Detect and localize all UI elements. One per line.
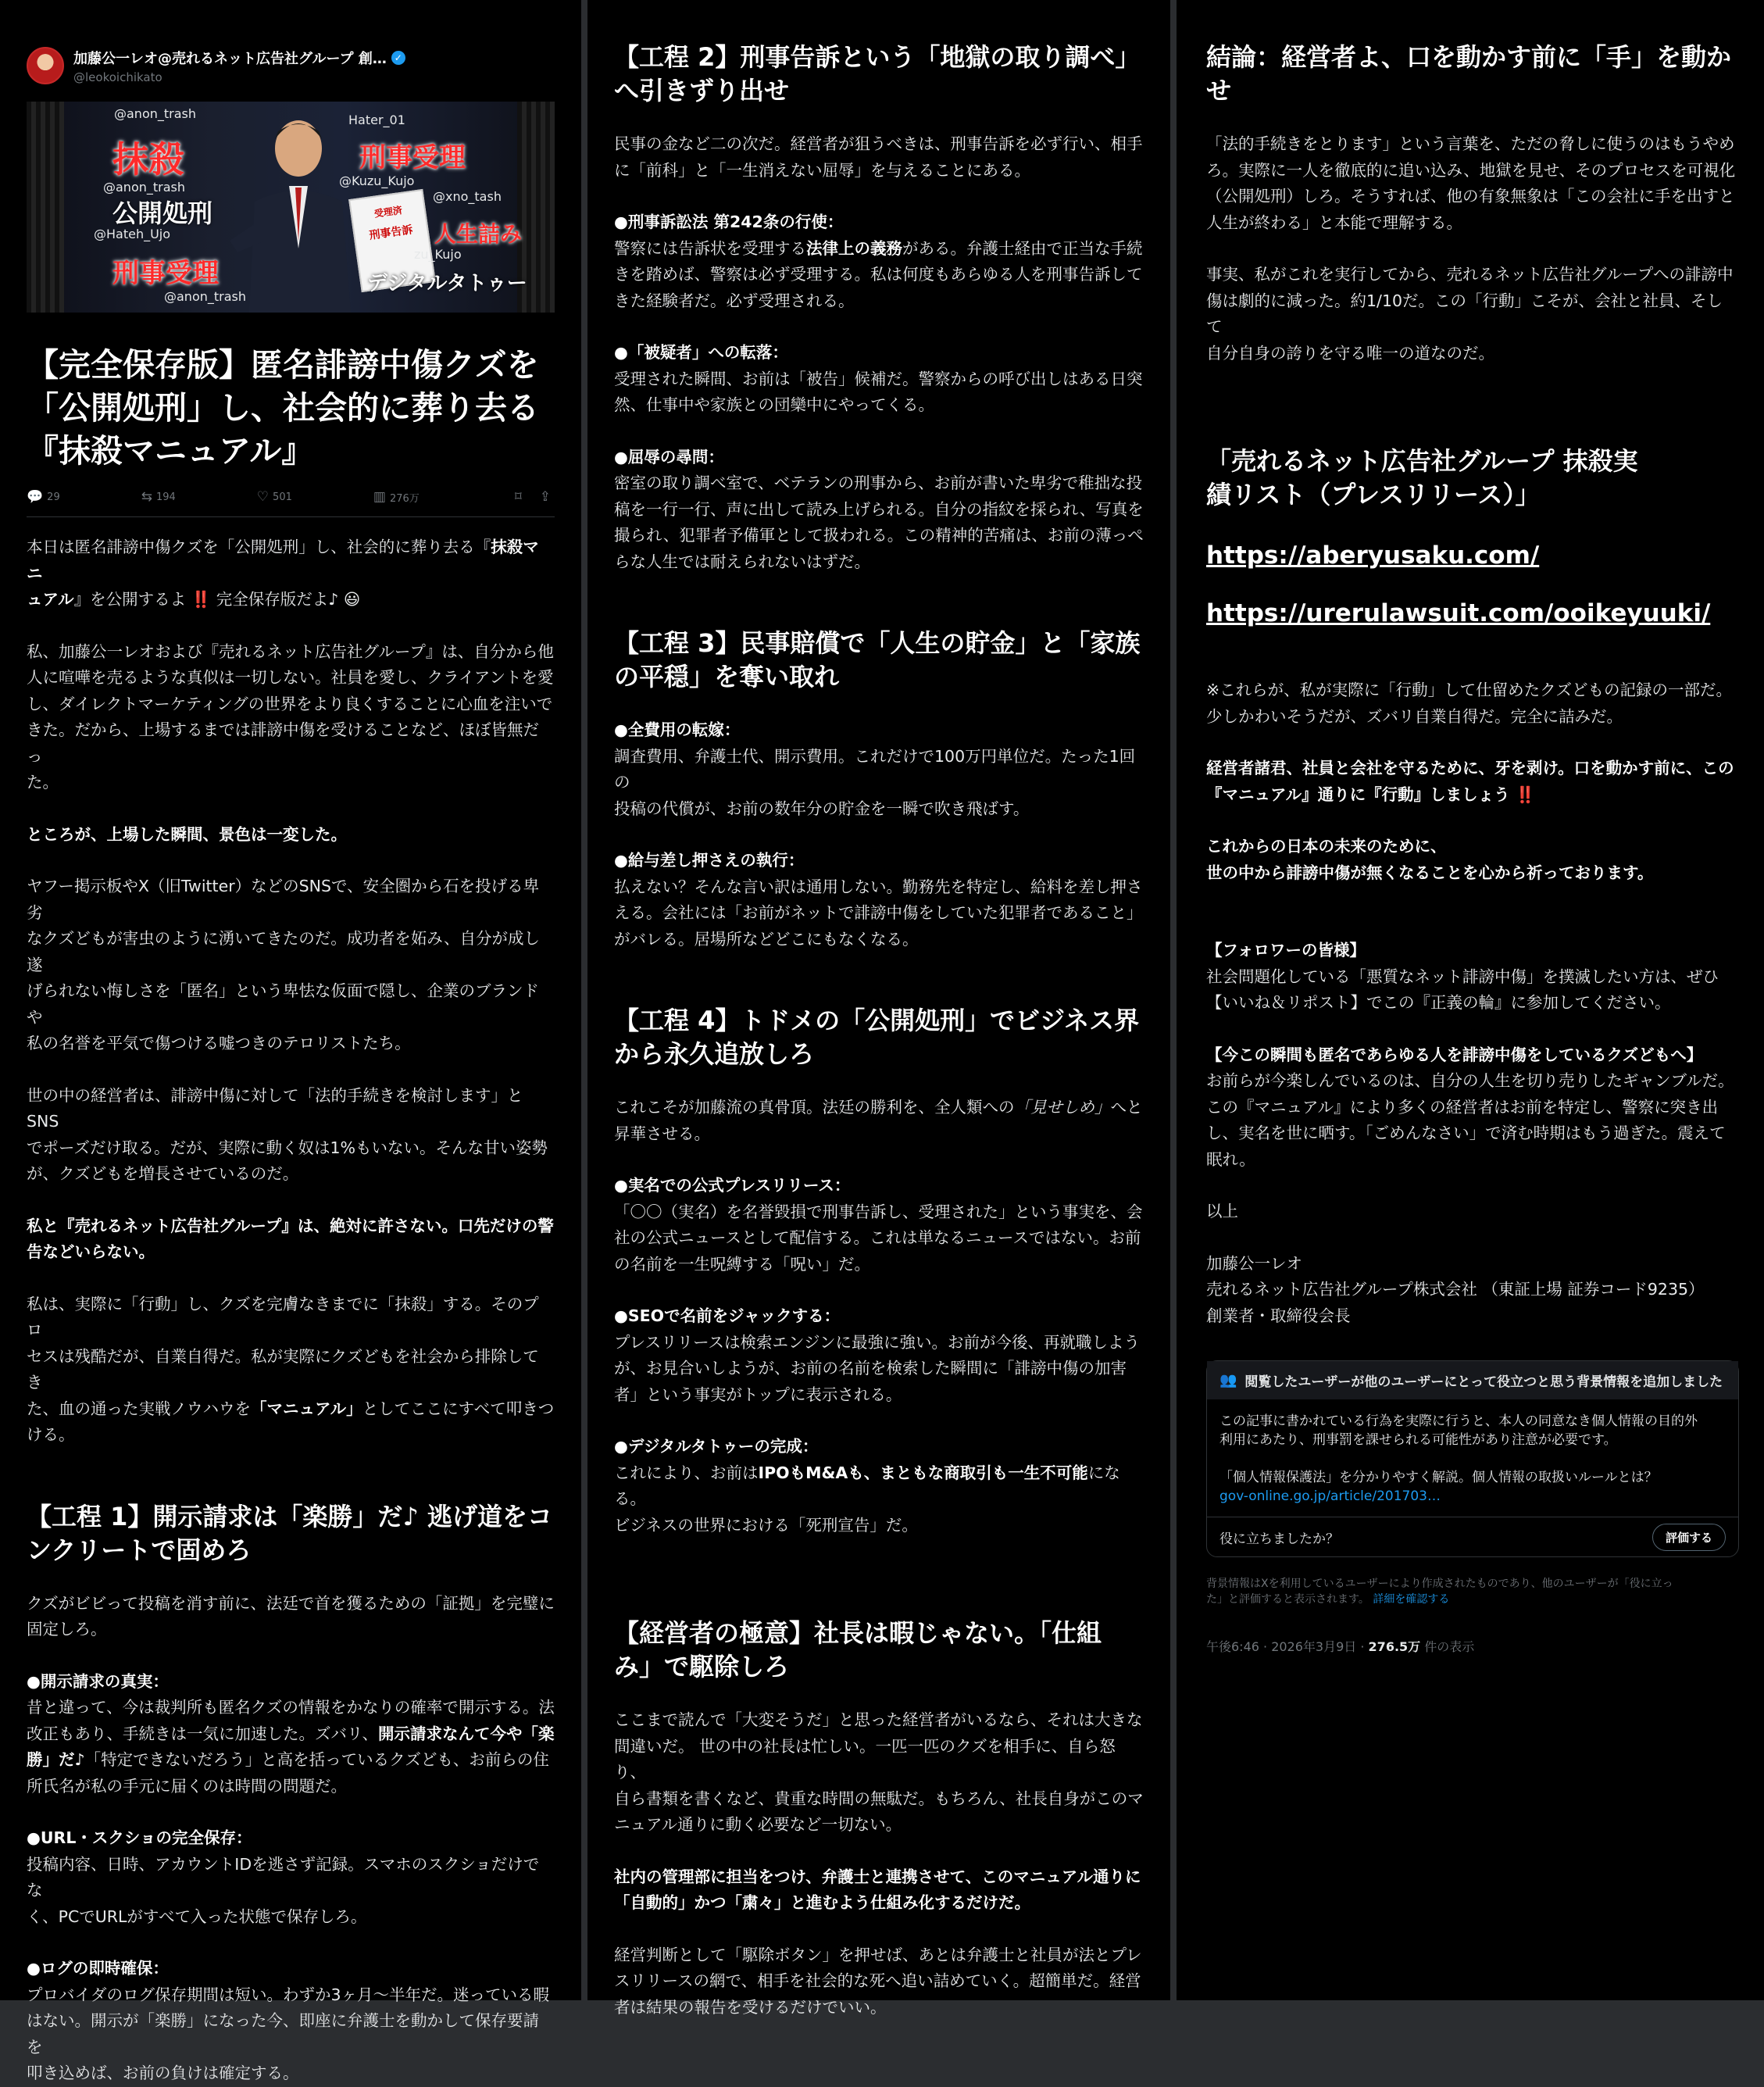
followers-section: 【フォロワーの皆様】 社会問題化している「悪質なネット誹謗中傷」を撲滅したい方は、ぜひ 【いいね＆リポスト】でこの『正義の輪』に参加してください。 — [1206, 941, 1719, 1012]
intro-paragraph: 本日は匿名誹謗中傷クズを「公開処刑」し、社会的に葬り去る『抹殺マニ ュアル』を公開するよ ‼️ 完全保存版だよ♪ 😃 — [27, 538, 539, 609]
note-reference-link[interactable]: gov-online.go.jp/article/201703… — [1219, 1488, 1441, 1504]
rate-button[interactable]: 評価する — [1652, 1524, 1726, 1551]
bullet-item: ●デジタルタトゥーの完成： これにより、お前はIPOもM&Aも、まともな商取引も一生不可能になる。 ビジネスの世界における「死刑宣告」だ。 — [614, 1437, 1120, 1535]
community-note-title: 閲覧したユーザーが他のユーザーにとって役立つと思う背景情報を追加しました — [1244, 1374, 1723, 1390]
community-note — [1206, 1360, 1739, 1557]
paragraph: 事実、私がこれを実行してから、売れるネット広告社グループへの誹謗中 傷は劇的に減った。約1/10だ。この「行動」こそが、会社と社員、そして 自分自身の誇りを守る唯一の道なのだ。 — [1206, 265, 1734, 363]
banner-text-massatsu: 抹殺 — [112, 138, 184, 180]
post-view-count: 276.5万 — [1368, 1639, 1421, 1654]
press-release-link-2[interactable]: https://urerulawsuit.com/ooikeyuuki/ — [1206, 599, 1711, 627]
section-heading: 【工程 3】民事賠償で「人生の貯金」と「家族 の平穏」を奪い取れ — [614, 628, 1141, 691]
reply-icon: 💬 — [27, 489, 44, 505]
bullet-item: ●SEOで名前をジャックする： プレスリリースは検索エンジンに最強に強い。お前が今後、再就職しよう が、お見合いしようが、お前の名前を検索した瞬間に「誹謗中傷の加害 者」という事実がトップに表示される。 — [614, 1306, 1141, 1404]
like-count: 501 — [273, 491, 292, 503]
banner-board-text-1: 受理済 — [373, 204, 403, 220]
banner-text-tattoo: デジタルタトゥー — [367, 272, 527, 295]
article-column-2 — [587, 0, 1170, 2017]
repost-button[interactable] — [141, 489, 176, 505]
post-meta — [1206, 1637, 1737, 1655]
press-release-link-1[interactable]: https://aberyusaku.com/ — [1206, 541, 1540, 570]
banner-text-jinsei: 人生詰み — [434, 221, 523, 247]
banner-handle: @Hateh_Ujo — [94, 227, 171, 241]
signature: 加藤公一レオ 売れるネット広告社グループ株式会社 （東証上場 証券コード9235） 創業者・取締役会長 — [1206, 1253, 1705, 1325]
paragraph: 私は、実際に「行動」し、クズを完膚なきまでに「抹殺」する。そのプロ セスは残酷だが、自業自得だ。私が実際にクズどもを社会から排除してき た、血の通った実戦ノウハウを「マニュアル」としてここにすべて叩きつ ける。 — [27, 1294, 555, 1444]
views-count: 276万 — [389, 492, 420, 505]
banner-text-keiji-2: 刑事受理 — [112, 258, 219, 289]
section-heading: 「売れるネット広告社グループ 抹殺実 績リスト（プレスリリース）」 — [1206, 446, 1638, 509]
banner-handle: @Kuzu_Kujo — [339, 173, 415, 188]
paragraph: 世の中の経営者は、誹謗中傷に対して「法的手続きを検討します」とSNS でポーズだけ取る。だが、実際に動く奴は1%もいない。そんな甘い姿勢 が、クズどもを増長させているのだ。 — [27, 1085, 548, 1183]
paragraph: 経営者諸君、社員と会社を守るために、牙を剥け。口を動かす前に、この 『マニュアル』通りに『行動』しましょう ‼️ — [1206, 759, 1734, 804]
engagement-bar — [27, 485, 555, 509]
like-button[interactable] — [257, 489, 292, 505]
bullet-item: ●ログの即時確保： プロバイダのログ保存期間は短い。わずか3ヶ月〜半年だ。迷っている暇 はない。開示が「楽勝」になった今、即座に弁護士を動かして保存要請を 叩き込めば、お前の負けは確定する。 — [27, 1959, 550, 2082]
title-line: 【完全保存版】匿名誹謗中傷クズを — [27, 346, 539, 384]
note-reference-title: 「個人情報保護法」を分かりやすく解説。個人情報の取扱いルールとは？ — [1219, 1470, 1658, 1485]
paragraph: ところが、上場した瞬間、景色は一変した。 — [27, 824, 347, 844]
section-heading: 【工程 4】トドメの「公開処刑」でビジネス界 から永久追放しろ — [614, 1006, 1140, 1069]
article-column-1 — [0, 0, 581, 2082]
bar-chart-icon: ▥ — [373, 489, 386, 505]
repost-icon: ⇆ — [141, 489, 152, 505]
community-note-header — [1207, 1361, 1738, 1399]
paragraph: 民事の金など二の次だ。経営者が狙うべきは、刑事告訴を必ず行い、相手 に「前科」と「一生消えない屈辱」を与えることにある。 — [614, 134, 1143, 180]
article-title — [27, 344, 555, 473]
bookmark-icon: ⌑ — [515, 489, 522, 505]
community-note-body: この記事に書かれている行為を実際に行うと、本人の同意なき個人情報の目的外 利用にあたり、刑事罰を課せられる可能性があり注意が必要です。 「個人情報保護法」を分かりやすく解説。個人情報の取扱いルールとは？ gov-online.go.jp/article/201703… — [1219, 1413, 1698, 1504]
repost-count: 194 — [155, 491, 176, 503]
banner-handle: zu_Kujo — [414, 247, 462, 262]
avatar[interactable] — [27, 47, 64, 84]
banner-handle: @anon_trash — [103, 180, 186, 195]
article-banner-image[interactable] — [27, 102, 555, 313]
warning-section: 【今この瞬間も匿名であらゆる人を誹謗中傷をしているクズどもへ】 お前らが今楽しんでいるのは、自分の人生を切り売りしたギャンブルだ。 この『マニュアル』により多くの経営者はお前を特定し、警察に突き出 し、実名を世に晒す。「ごめんなさい」で済む時期はもう過ぎた。震えて 眠れ。 — [1206, 1045, 1734, 1169]
bookmark-button[interactable] — [515, 489, 526, 505]
bullet-item: ●屈辱の尋問： 密室の取り調べ室で、ベテランの刑事から、お前が書いた卑劣で稚拙な投 稿を一行一行、声に出して読み上げられる。自分の指紋を採られ、写真を 撮られ、犯罪者予備軍として扱われる。この精神的苦痛は、お前の薄っぺ らな人生では耐えられないはずだ。 — [614, 447, 1144, 571]
closing-text: 以上 — [1206, 1202, 1238, 1220]
banner-text-keiji: 刑事受理 — [359, 142, 466, 173]
bullet-item: ●URL・スクショの完全保存： 投稿内容、日時、アカウントIDを逃さず記録。スマホのスクショだけでな く、PCでURLがすべて入った状態で保存しろ。 — [27, 1828, 540, 1926]
paragraph: これこそが加藤流の真骨頂。法廷の勝利を、全人類への「見せしめ」へと 昇華させる。 — [614, 1098, 1143, 1143]
share-button[interactable] — [540, 489, 555, 505]
paragraph: 「法的手続きをとります」という言葉を、ただの脅しに使うのはもうやめ ろ。実際に一人を徹底的に追い込み、地獄を見せ、そのプロセスを可視化 （公開処刑）しろ。そうすれば、他の有象無象は「この会社に手を出すと 人生が終わる」と本能で理解する。 — [1206, 134, 1736, 232]
person-figure — [237, 108, 355, 313]
bullet-item: ●開示請求の真実： 昔と違って、今は裁判所も匿名クズの情報をかなりの確率で開示する。法 改正もあり、手続きは一気に加速した。ズバリ、開示請求なんて今や「楽 勝」だ♪「特定できないだろう」と高を括っているクズども、お前らの住 所氏名が私の手元に届くのは時間の問題だ。 — [27, 1671, 555, 1796]
note-disclaimer: 背景情報はXを利用しているユーザーにより作成されたものであり、他のユーザーが「役に立っ た」と評価すると表示されます。 詳細を確認する — [1206, 1578, 1673, 1606]
paragraph: ※これらが、私が実際に「行動」して仕留めたクズどもの記録の一部だ。 少しかわいそうだが、ズバリ自業自得だ。完全に詰みだ。 — [1206, 681, 1732, 726]
people-icon: 👥 — [1219, 1372, 1237, 1388]
author-row[interactable] — [27, 45, 555, 86]
banner-handle: @anon_trash — [164, 289, 247, 304]
paragraph: 経営判断として「駆除ボタン」を押せば、あとは弁護士と社員が法とプレ スリリースの網で、相手を社会的な死へ追い詰めていく。超簡単だ。経営 者は結果の報告を受けるだけでいい。 — [614, 1945, 1142, 2017]
paragraph: クズがビビって投稿を消す前に、法廷で首を獲るための「証拠」を完璧に 固定しろ。 — [27, 1593, 555, 1639]
section-heading: 【工程 2】刑事告訴という「地獄の取り調べ」 へ引きずり出せ — [614, 42, 1141, 105]
bullet-item: ●実名での公式プレスリリース： 「〇〇（実名）を名誉毀損で刑事告訴し、受理された」という事実を、会 社の公式ニュースとして配信する。これは単なるニュースではない。お前 の名前を一生呪縛する「呪い」だ。 — [614, 1176, 1143, 1274]
paragraph: ヤフー掲示板やX（旧Twitter）などのSNSで、安全圏から石を投げる卑劣 なクズどもが害虫のように湧いてきたのだ。成功者を妬み、自分が成し遂 げられない悔しさを「匿名」という卑怯な仮面で隠し、企業のブランドや 私の名誉を平気で傷つける嘘つきのテロリストたち。 — [27, 877, 541, 1052]
community-note-footer — [1207, 1517, 1738, 1556]
reply-button[interactable] — [27, 489, 60, 505]
banner-board-text-2: 刑事告訴 — [368, 223, 414, 242]
section-heading: 【経営者の極意】社長は暇じゃない。「仕組 み」で駆除しろ — [614, 1618, 1102, 1681]
paragraph: 私、加藤公一レオおよび『売れるネット広告社グループ』は、自分から他 人に喧嘩を売るような真似は一切しない。社員を愛し、クライアントを愛 し、ダイレクトマーケティングの世界をより良くすることに心血を注いで きた。だから、上場するまでは誹謗中傷を受けることなど、ほぼ皆無だっ た。 — [27, 641, 554, 792]
bullet-item: ●全費用の転嫁： 調査費用、弁護士代、開示費用。これだけで100万円単位だ。たった1回の 投稿の代償が、お前の数年分の貯金を一瞬で吹き飛ばす。 — [614, 720, 1136, 818]
paragraph: これからの日本の未来のために、 世の中から誹謗中傷が無くなることを心から祈っております。 — [1206, 837, 1654, 882]
views-button[interactable] — [373, 489, 420, 505]
details-link[interactable]: 詳細を確認する — [1373, 1593, 1450, 1606]
section-heading: 【工程 1】開示請求は「楽勝」だ♪ 逃げ道をコ ンクリートで固めろ — [27, 1501, 552, 1565]
section-heading: 結論：経営者よ、口を動かす前に「手」を動か せ — [1206, 42, 1732, 105]
author-handle[interactable]: @leokoichikato — [73, 70, 162, 84]
banner-handle: Hater_01 — [348, 113, 405, 127]
title-line: 「公開処刑」し、社会的に葬り去る — [27, 389, 539, 427]
heart-icon: ♡ — [256, 489, 270, 505]
bullet-item: ●刑事訴訟法 第242条の行使： 警察には告訴状を受理する法律上の義務がある。弁護士経由で正当な手続 きを踏めば、警察は必ず受理する。私は何度もあらゆる人を刑事告訴して きた経験者だ。必ず受理される。 — [614, 213, 1143, 310]
post-timestamp[interactable]: 午後6:46 · 2026年3月9日 · — [1206, 1639, 1365, 1654]
banner-handle: @anon_trash — [114, 106, 197, 121]
bullet-item: ●「被疑者」への転落： 受理された瞬間、お前は「被告」候補だ。警察からの呼び出しはある日突 然、仕事中や家族との団欒中にやってくる。 — [614, 343, 1143, 414]
title-line: 『抹殺マニュアル』 — [27, 432, 314, 470]
paragraph: 私と『売れるネット広告社グループ』は、絶対に許さない。口先だけの警 告などいらない。 — [27, 1216, 554, 1261]
verified-badge-icon: ✓ — [391, 51, 405, 65]
bullet-item: ●給与差し押さえの執行： 払えない？そんな言い訳は通用しない。勤務先を特定し、給料を差し押さ える。会社には「お前がネットで誹謗中傷をしていた犯罪者であること」 がバレる。居場所などどこにもなくなる。 — [614, 851, 1143, 949]
author-name[interactable]: 加藤公一レオ@売れるネット広告社グループ 創… — [73, 50, 387, 67]
share-icon: ⇪ — [539, 489, 551, 505]
curtain-left — [27, 102, 64, 313]
banner-text-kokai: 公開処刑 — [112, 198, 213, 228]
reply-count: 29 — [47, 491, 60, 503]
banner-handle: @xno_tash — [433, 189, 502, 204]
note-helpful-question: 役に立ちましたか？ — [1219, 1531, 1339, 1547]
paragraph: ここまで読んで「大変そうだ」と思った経営者がいるなら、それは大きな 間違いだ。 世の中の社長は忙しい。一匹一匹のクズを相手に、自ら怒り、 自ら書類を書くなど、貴重な時間の無駄だ。もちろん、社長自身がこのマ ニュアル通りに動く必要など一切ない。 — [614, 1710, 1144, 1834]
post-view-label: 件の表示 — [1424, 1639, 1475, 1654]
paragraph: 社内の管理部に担当をつけ、弁護士と連携させて、このマニュアル通りに 「自動的」かつ「粛々」と進むよう仕組み化するだけだ。 — [614, 1867, 1141, 1912]
article-column-3 — [1177, 0, 1764, 2000]
